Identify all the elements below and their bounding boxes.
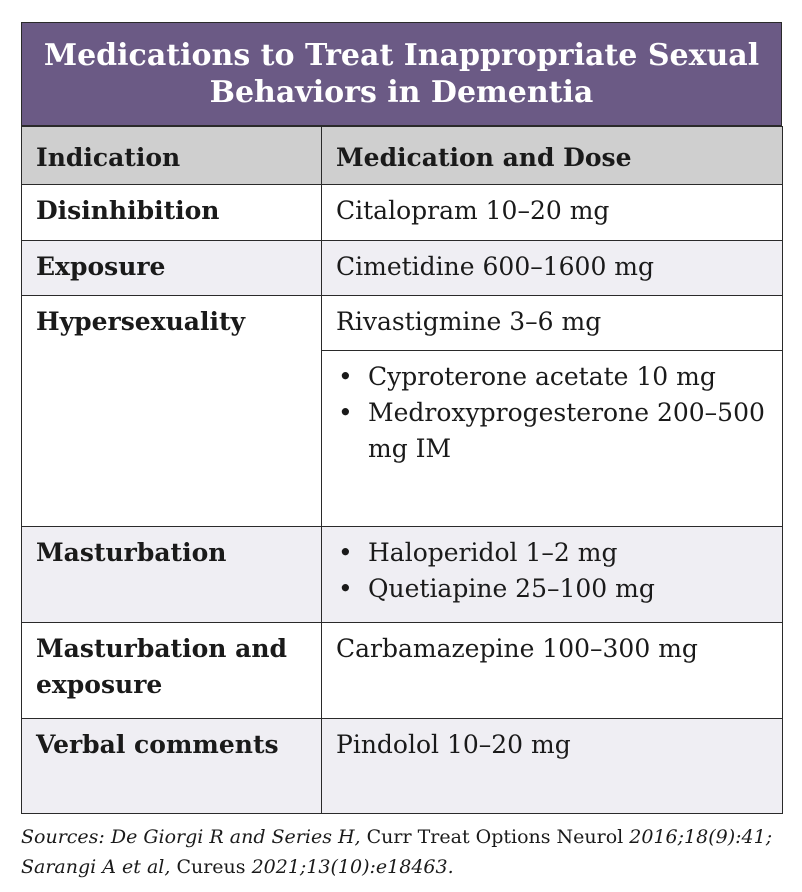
table-row [22,623,783,719]
medication-cell: Carbamazepine 100–300 mg [322,623,783,719]
list-item: • Haloperidol 1–2 mg [336,535,772,571]
table-row [22,527,783,623]
indication-cell: Masturbation [22,527,322,623]
source-authors-2: Sarangi A et al, [21,856,171,878]
indication-cell: Masturbation and exposure [22,623,322,719]
medication-list-cell [322,527,783,623]
source-citation-1: 2016;18(9):41; [629,826,773,848]
medication-cell: Pindolol 10–20 mg [322,719,783,814]
medication-table [21,126,783,814]
sources-footnote [21,822,782,882]
medication-list-cell [322,351,783,527]
table-row [22,296,783,351]
table-row [22,241,783,296]
header-indication: Indication [22,127,322,185]
list-item: • Quetiapine 25–100 mg [336,571,772,607]
medication-cell: Citalopram 10–20 mg [322,185,783,241]
indication-cell: Disinhibition [22,185,322,241]
table-row [22,719,783,814]
indication-cell: Exposure [22,241,322,296]
list-item: • Medroxyprogesterone 200–500 mg IM [336,395,772,467]
indication-cell: Hypersexuality [22,296,322,527]
source-authors-1: Sources: De Giorgi R and Series H, [21,826,361,848]
table-header-row [22,127,783,185]
medication-cell: Cimetidine 600–1600 mg [322,241,783,296]
source-journal-2: Cureus [170,856,252,878]
source-citation-2: 2021;13(10):e18463. [251,856,454,878]
table-row [22,185,783,241]
medication-cell: Rivastigmine 3–6 mg [322,296,783,351]
source-journal-1: Curr Treat Options Neurol [360,826,630,848]
medication-table-card [21,22,782,814]
table-title: Medications to Treat Inappropriate Sexual Behaviors in Dementia [21,22,782,126]
list-item: • Cyproterone acetate 10 mg [336,359,772,395]
indication-cell: Verbal comments [22,719,322,814]
header-medication: Medication and Dose [322,127,783,185]
